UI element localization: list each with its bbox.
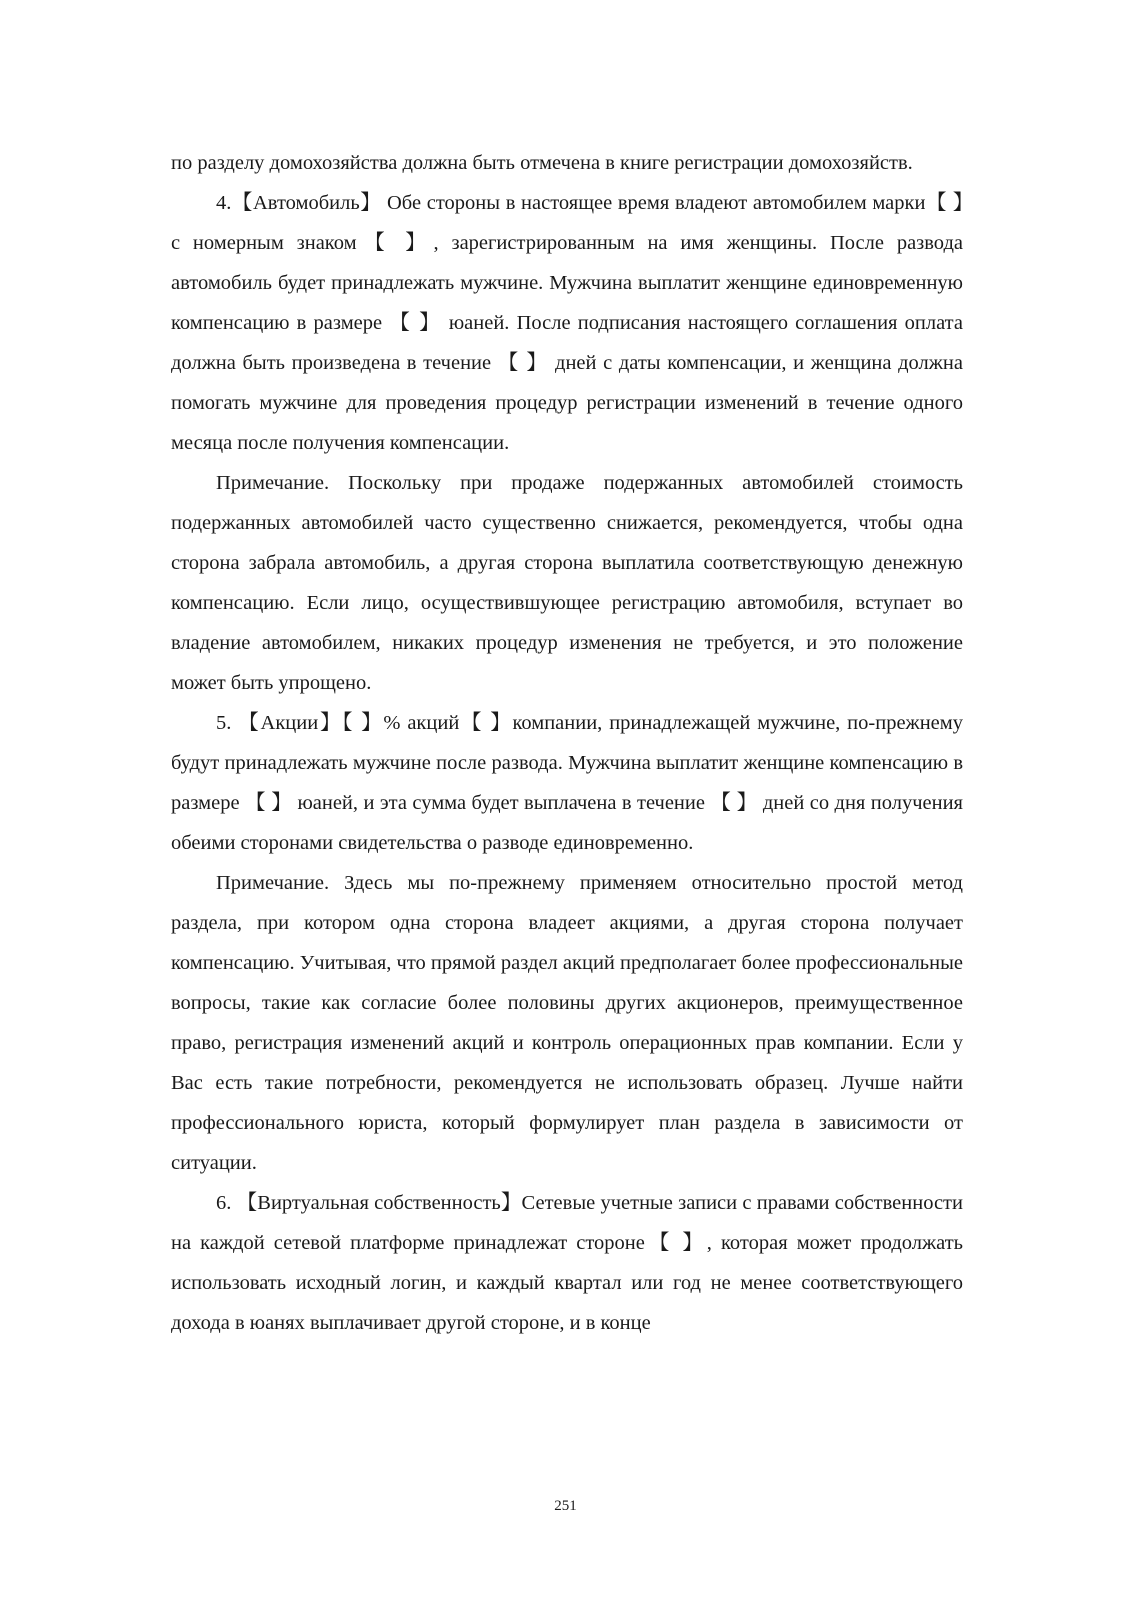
body-text (171, 143, 963, 1343)
paragraph-virtual-property: 6. 【Виртуальная собственность】Сетевые учетные записи с правами собственности на каждой сетевой платформе принадлежат стороне【 】, которая может продолжать использовать исходный логин, и каждый квартал или год не менее соответствующего дохода в юанях выплачивает другой стороне, и в конце (171, 1192, 963, 1334)
page-number: 251 (554, 1498, 577, 1514)
paragraph-automobile: 4.【Автомобиль】 Обе стороны в настоящее время владеют автомобилем марки【 】с номерным знаком【 】, зарегистрированным на имя женщины. После развода автомобиль будет принадлежать мужчине. Мужчина выплатит женщине единовременную компенсацию в размере 【 】 юаней. После подписания настоящего соглашения оплата должна быть произведена в течение 【 】 дней с даты компенсации, и женщина должна помогать мужчине для проведения процедур регистрации изменений в течение одного месяца после получения компенсации. (171, 192, 963, 454)
paragraph-household-registration: по разделу домохозяйства должна быть отмечена в книге регистрации домохозяйств. (171, 152, 913, 174)
paragraph-automobile-note: Примечание. Поскольку при продаже подержанных автомобилей стоимость подержанных автомобилей часто существенно снижается, рекомендуется, чтобы одна сторона забрала автомобиль, а другая сторона выплатила соответствующую денежную компенсацию. Если лицо, осуществившующее регистрацию автомобиля, вступает во владение автомобилем, никаких процедур изменения не требуется, и это положение может быть упрощено. (171, 472, 963, 694)
paragraph-shares: 5. 【Акции】【 】% акций【 】компании, принадлежащей мужчине, по-прежнему будут принадлежать мужчине после развода. Мужчина выплатит женщине компенсацию в размере 【 】 юаней, и эта сумма будет выплачена в течение 【 】 дней со дня получения обеими сторонами свидетельства о разводе единовременно. (171, 712, 963, 854)
paragraph-shares-note: Примечание. Здесь мы по-прежнему применяем относительно простой метод раздела, при котором одна сторона владеет акциями, а другая сторона получает компенсацию. Учитывая, что прямой раздел акций предполагает более профессиональные вопросы, такие как согласие более половины других акционеров, преимущественное право, регистрация изменений акций и контроль операционных прав компании. Если у Вас есть такие потребности, рекомендуется не использовать образец. Лучше найти профессионального юриста, который формулирует план раздела в зависимости от ситуации. (171, 872, 963, 1174)
